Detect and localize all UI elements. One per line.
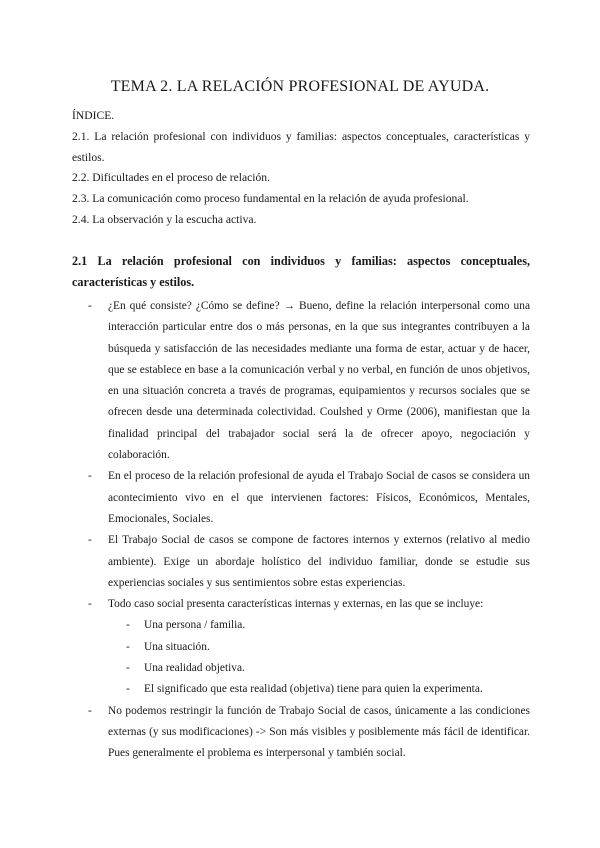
list-item (72, 296, 530, 466)
list-item (72, 594, 530, 700)
sub-list-item (108, 679, 530, 700)
index-entry: 2.2. Dificultades en el proceso de relación. (72, 171, 270, 185)
document-title: TEMA 2. LA RELACIÓN PROFESIONAL DE AYUDA. (110, 78, 490, 95)
sub-list-item-text: El significado que esta realidad (objetiva) tiene para quien la experimenta. (144, 683, 483, 696)
index-entry: 2.4. La observación y la escucha activa. (72, 212, 257, 226)
dash-marker: - (126, 683, 130, 696)
dash-marker: - (88, 704, 92, 717)
index-entry: 2.1. La relación profesional con individuos y familias: aspectos conceptuales, características y estilos. (72, 129, 530, 164)
list-item-text: Todo caso social presenta características internas y externas, en las que se incluye: (108, 598, 484, 611)
dash-marker: - (88, 598, 92, 611)
list-item (72, 466, 530, 530)
sub-list (108, 615, 530, 700)
table-of-contents (72, 106, 530, 231)
list-item (72, 701, 530, 765)
sub-list-item-text: Una persona / familia. (144, 619, 246, 632)
list-item (72, 530, 530, 594)
sub-list-item (108, 637, 530, 658)
dash-marker: - (88, 534, 92, 547)
bullet-list (72, 296, 530, 765)
list-item-text: No podemos restringir la función de Trabajo Social de casos, únicamente a las condiciones externas (y sus modificaciones) -> Son más visibles y posiblemente más fácil de identificar. Pues generalmente el problema es interpersonal y también social. (108, 704, 530, 760)
sub-list-item-text: Una realidad objetiva. (144, 662, 245, 675)
sub-list-item-text: Una situación. (144, 640, 210, 653)
section-heading: 2.1 La relación profesional con individuos y familias: aspectos conceptuales, características y estilos. (72, 254, 530, 289)
list-item-text: En el proceso de la relación profesional de ayuda el Trabajo Social de casos se considera un acontecimiento vivo en el que intervienen factores: Físicos, Económicos, Mentales, Emocionales, Sociales. (108, 470, 530, 525)
list-item-text: ¿En qué consiste? ¿Cómo se define? → Bueno, define la relación interpersonal como una interacción particular entre dos o más personas, en la que sus integrantes contribuyen a la búsqueda y satisfacción de las necesidades mediante una forma de estar, actuar y de hacer, que se establece en base a la comunicación verbal y no verbal, en función de unos objetivos, en una situación concreta a través de programas, equipamientos y recursos sociales que se ofrecen desde una determinada colectividad. Coulshed y Orme (2006), manifiestan que la finalidad principal del trabajador social será la de ofrecer apoyo, negociación y colaboración. (108, 300, 530, 462)
index-heading: ÍNDICE. (72, 109, 115, 122)
dash-marker: - (126, 619, 130, 632)
dash-marker: - (88, 300, 92, 312)
index-entry: 2.3. La comunicación como proceso fundamental en la relación de ayuda profesional. (72, 192, 469, 206)
dash-marker: - (88, 470, 92, 483)
sub-list-item (108, 658, 530, 679)
dash-marker: - (126, 662, 130, 675)
sub-list-item (108, 615, 530, 636)
list-item-text: El Trabajo Social de casos se compone de factores internos y externos (relativo al medio ambiente). Exige un abordaje holístico del individuo familiar, donde se estudie sus experiencias sociales y sus sentimientos sobre estas experiencias. (108, 534, 530, 589)
dash-marker: - (126, 640, 130, 653)
